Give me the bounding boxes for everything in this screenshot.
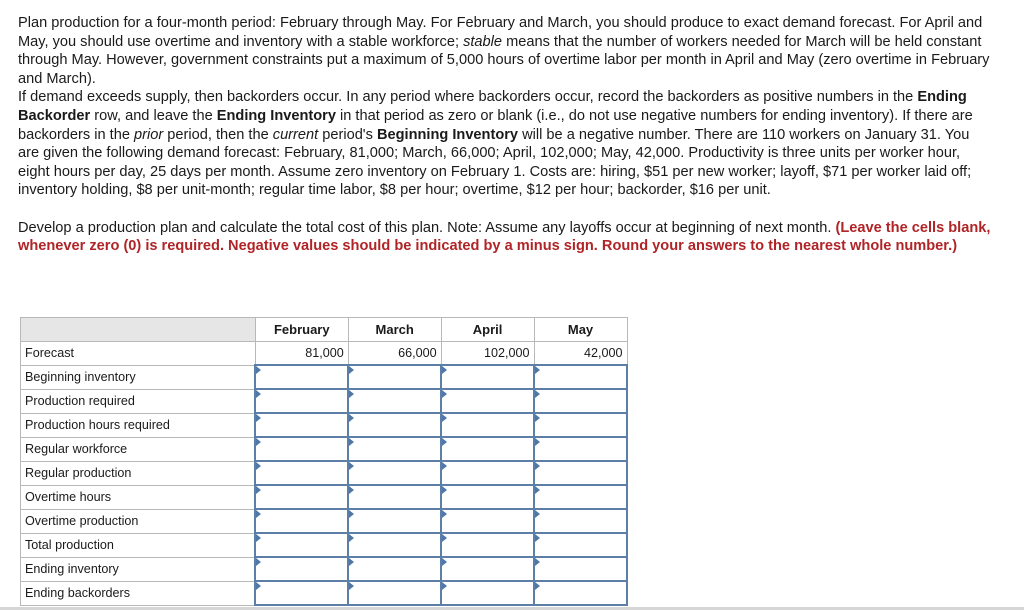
column-header-april: April [441, 318, 534, 342]
regular-production-may-input[interactable] [534, 461, 627, 485]
ending-backorders-march-input[interactable] [348, 581, 441, 605]
row-label-production-hours-required: Production hours required [21, 413, 256, 437]
ending-inventory-february-input[interactable] [255, 557, 348, 581]
ending-backorders-may-input[interactable] [534, 581, 627, 605]
table-row-overtime-hours [21, 485, 628, 509]
forecast-row [21, 342, 628, 366]
ending-backorders-february-input[interactable] [255, 581, 348, 605]
emphasis-bold: Ending Backorder [18, 89, 967, 124]
text-segment: means that the number of workers needed for March will be held constant through May. However, government constraints put a maximum of 5,000 hours of overtime labor per month in April and May (zero overtime in February and March). [18, 33, 990, 87]
regular-workforce-april-input[interactable] [441, 437, 534, 461]
table-row-production-required [21, 389, 628, 413]
row-label-forecast: Forecast [21, 342, 256, 366]
row-label-ending-inventory: Ending inventory [21, 557, 256, 581]
row-label-overtime-hours: Overtime hours [21, 485, 256, 509]
table-row-total-production [21, 533, 628, 557]
ending-inventory-may-input[interactable] [534, 557, 627, 581]
production-required-march-input[interactable] [348, 389, 441, 413]
table-corner-cell [21, 318, 256, 342]
row-label-production-required: Production required [21, 389, 256, 413]
table-row-regular-production [21, 461, 628, 485]
production-required-february-input[interactable] [255, 389, 348, 413]
row-label-total-production: Total production [21, 533, 256, 557]
text-segment: Plan production for a four-month period: February through May. For February and March, you should produce to exact demand forecast. For April and May, you should use overtime and inventory with a stable workforce; [18, 15, 983, 50]
instruction-note: (Leave the cells blank, whenever zero (0) is required. Negative values should be indicated by a minus sign. Round your answers to the nearest whole number.) [18, 219, 991, 255]
production-required-april-input[interactable] [441, 389, 534, 413]
row-label-regular-workforce: Regular workforce [21, 437, 256, 461]
overtime-hours-march-input[interactable] [348, 485, 441, 509]
problem-statement-paragraph-1 [18, 14, 993, 88]
forecast-february: 81,000 [255, 342, 348, 366]
production-plan-table [20, 317, 628, 606]
table-row-regular-workforce [21, 437, 628, 461]
regular-workforce-february-input[interactable] [255, 437, 348, 461]
table-row-beginning-inventory [21, 365, 628, 389]
text-segment: will be a negative number. There are 110 workers on January 31. You are given the following demand forecast: February, 81,000; March, 66,000; April, 102,000; May, 42,000. Productivity is three units per worker hour, eight hours per day, 25 days per month. Assume zero inventory on February 1. Costs are: hiring, $51 per new worker; layoff, $71 per worker laid off; inventory holding, $8 per unit-month; regular time labor, $8 per hour; overtime, $12 per hour; backorder, $16 per unit. [18, 126, 972, 199]
overtime-production-february-input[interactable] [255, 509, 348, 533]
overtime-production-april-input[interactable] [441, 509, 534, 533]
question-text [18, 14, 993, 256]
ending-backorders-april-input[interactable] [441, 581, 534, 605]
production-required-may-input[interactable] [534, 389, 627, 413]
table-row-overtime-production [21, 509, 628, 533]
column-header-march: March [348, 318, 441, 342]
text-segment: period, then the [163, 126, 273, 143]
overtime-hours-april-input[interactable] [441, 485, 534, 509]
total-production-march-input[interactable] [348, 533, 441, 557]
overtime-production-march-input[interactable] [348, 509, 441, 533]
row-label-overtime-production: Overtime production [21, 509, 256, 533]
text-segment: row, and leave the [90, 107, 217, 124]
column-header-february: February [255, 318, 348, 342]
emphasis-bold: Ending Inventory [216, 107, 336, 124]
overtime-hours-may-input[interactable] [534, 485, 627, 509]
column-header-may: May [534, 318, 627, 342]
production-hours-required-may-input[interactable] [534, 413, 627, 437]
total-production-may-input[interactable] [534, 533, 627, 557]
instructions [18, 219, 993, 256]
beginning-inventory-february-input[interactable] [255, 365, 348, 389]
total-production-february-input[interactable] [255, 533, 348, 557]
beginning-inventory-march-input[interactable] [348, 365, 441, 389]
forecast-march: 66,000 [348, 342, 441, 366]
table-row-production-hours-required [21, 413, 628, 437]
forecast-may: 42,000 [534, 342, 627, 366]
table-row-ending-backorders [21, 581, 628, 605]
problem-statement-paragraph-2 [18, 88, 993, 200]
regular-workforce-may-input[interactable] [534, 437, 627, 461]
regular-production-february-input[interactable] [255, 461, 348, 485]
text-segment: period's [318, 126, 377, 143]
regular-workforce-march-input[interactable] [348, 437, 441, 461]
row-label-ending-backorders: Ending backorders [21, 581, 256, 605]
production-hours-required-april-input[interactable] [441, 413, 534, 437]
overtime-production-may-input[interactable] [534, 509, 627, 533]
table-header-row [21, 318, 628, 342]
emphasis-italic: prior [134, 126, 164, 143]
emphasis-italic: stable [463, 33, 503, 50]
table-row-ending-inventory [21, 557, 628, 581]
row-label-beginning-inventory: Beginning inventory [21, 365, 256, 389]
emphasis-italic: current [272, 126, 319, 143]
production-hours-required-march-input[interactable] [348, 413, 441, 437]
beginning-inventory-may-input[interactable] [534, 365, 627, 389]
production-hours-required-february-input[interactable] [255, 413, 348, 437]
ending-inventory-march-input[interactable] [348, 557, 441, 581]
total-production-april-input[interactable] [441, 533, 534, 557]
ending-inventory-april-input[interactable] [441, 557, 534, 581]
regular-production-april-input[interactable] [441, 461, 534, 485]
overtime-hours-february-input[interactable] [255, 485, 348, 509]
text-segment: If demand exceeds supply, then backorders occur. In any period where backorders occur, record the backorders as positive numbers in the [18, 89, 918, 106]
instruction-text: Develop a production plan and calculate the total cost of this plan. Note: Assume any layoffs occur at beginning of next month. [18, 219, 832, 236]
row-label-regular-production: Regular production [21, 461, 256, 485]
beginning-inventory-april-input[interactable] [441, 365, 534, 389]
forecast-april: 102,000 [441, 342, 534, 366]
production-plan-table-container [20, 317, 628, 600]
emphasis-bold: Beginning Inventory [376, 126, 519, 143]
text-segment: in that period as zero or blank (i.e., do not use negative numbers for ending inventory). If there are backorders in the [18, 107, 973, 143]
regular-production-march-input[interactable] [348, 461, 441, 485]
